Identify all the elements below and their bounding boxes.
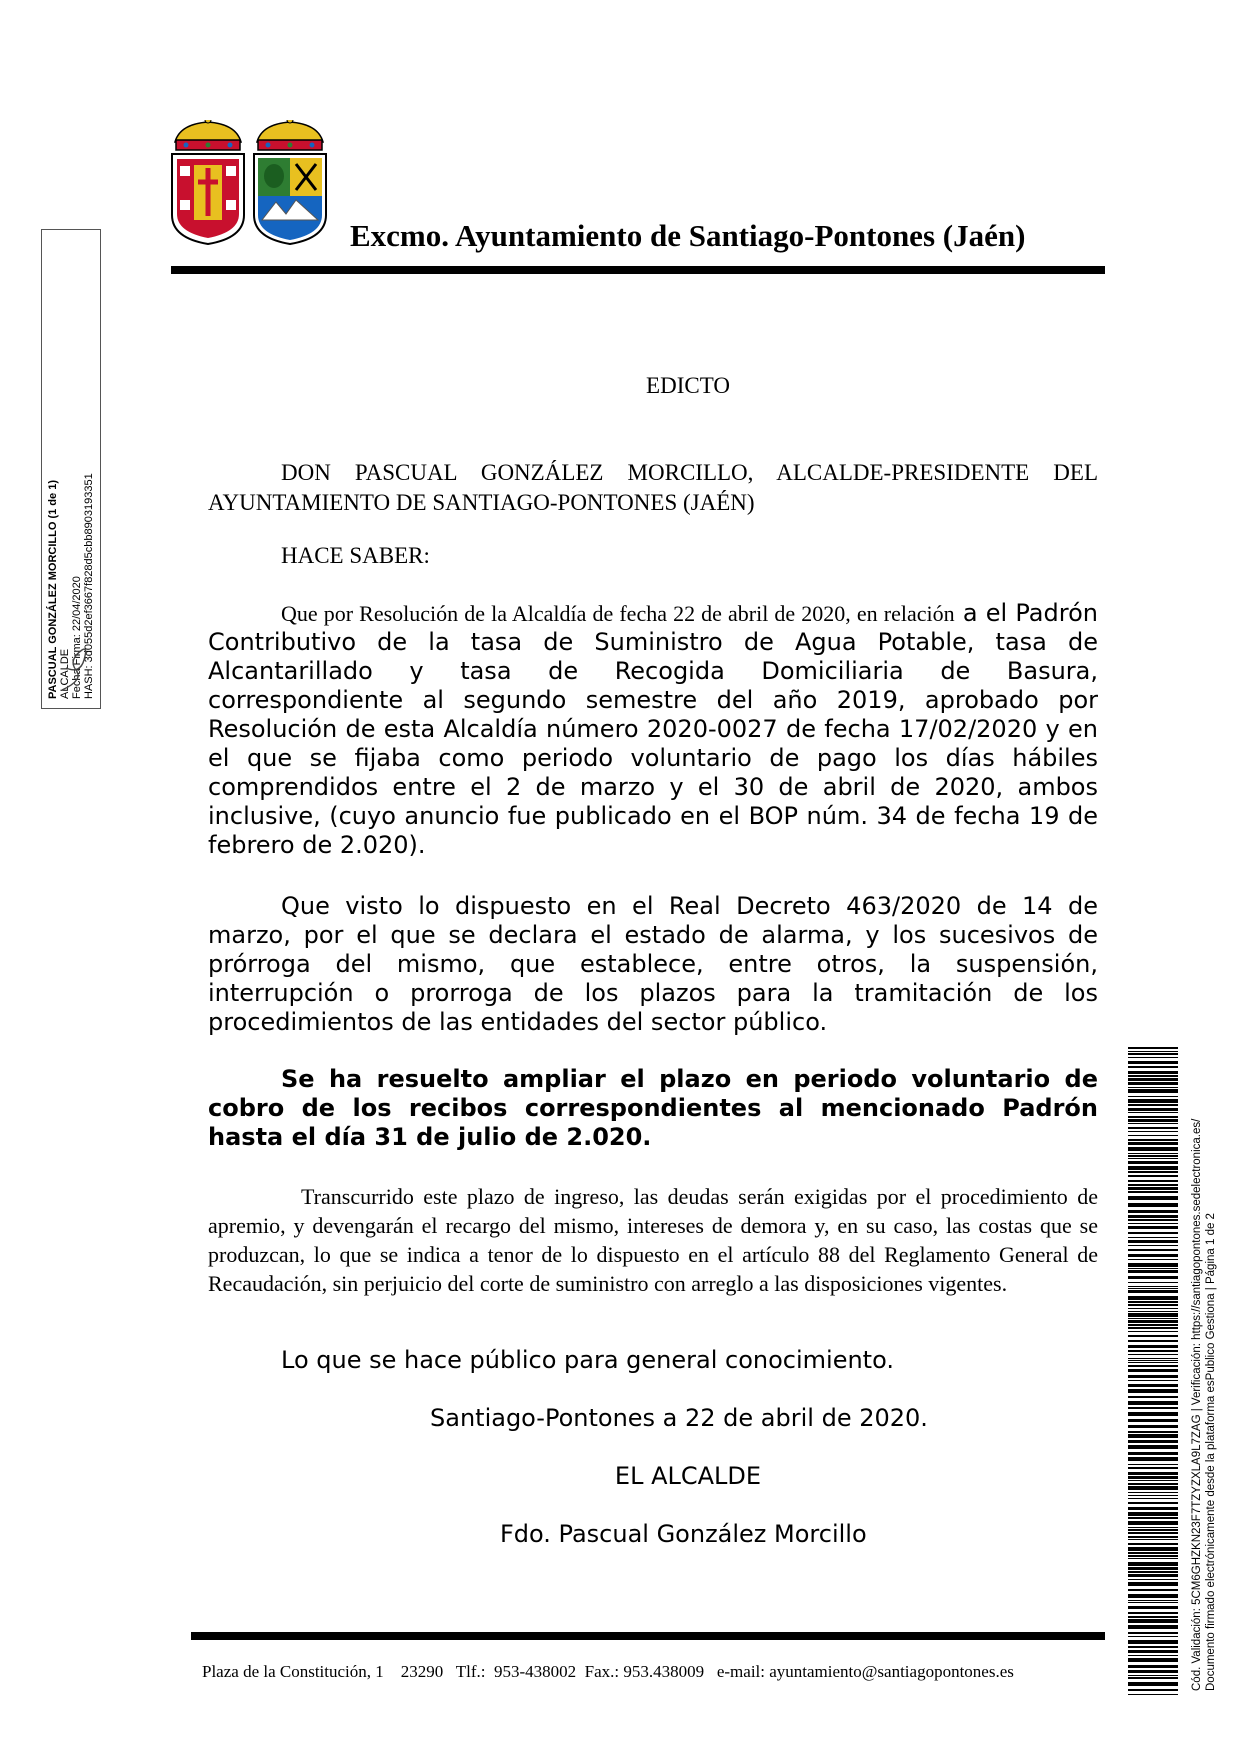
paragraph-apremio: [208, 1182, 1098, 1298]
paragraph-apremio-text: Transcurrido este plazo de ingreso, las deudas serán exigidas por el procedimiento de apremio, y devengarán el recargo del mismo, intereses de demora y, en su caso, las costas que se produzcan, lo que se indica a tenor de lo dispuesto en el artículo 88 del Reglamento General de Recaudación, sin perjuicio del corte de suministro con arreglo a las disposiciones vigentes.: [208, 1184, 1098, 1296]
barcode-bar: [1128, 1486, 1178, 1490]
barcode-bar: [1128, 1268, 1178, 1269]
barcode-bar: [1128, 1579, 1178, 1580]
barcode-bar: [1128, 1308, 1178, 1309]
barcode-bar: [1128, 1175, 1178, 1177]
barcode-bar: [1128, 1670, 1178, 1673]
barcode-bar: [1128, 1331, 1178, 1332]
barcode-bar: [1128, 1571, 1178, 1573]
barcode-bar: [1128, 1082, 1178, 1085]
barcode-bar: [1128, 1434, 1178, 1438]
barcode-bar: [1128, 1507, 1178, 1510]
barcode-bar: [1128, 1104, 1178, 1106]
barcode-bar: [1128, 1498, 1178, 1499]
barcode-bar: [1128, 1625, 1178, 1629]
barcode-bar: [1128, 1467, 1178, 1469]
barcode-bar: [1128, 1529, 1178, 1531]
verification-code: Cód. Validación: 5CM6GHZKN23F7TZYZXLA9L7ZAG | Verificación: https://santiagopontones.sedelectronica.es/: [1191, 1118, 1203, 1691]
paragraph-resolved-text: Se ha resuelto ampliar el plazo en periodo voluntario de cobro de los recibos correspondientes al mencionado Padrón hasta el día 31 de julio de 2.020.: [208, 1065, 1098, 1151]
barcode-bar: [1128, 1158, 1178, 1159]
barcode-bar: [1128, 1099, 1178, 1103]
barcode-bar: [1128, 1543, 1178, 1545]
barcode-bar: [1128, 1345, 1178, 1348]
barcode-bar: [1128, 1047, 1178, 1049]
signature-hash: HASH: 3d055d2ef3667f828d5cbb8903193351: [83, 473, 95, 699]
barcode-bar: [1128, 1166, 1178, 1170]
barcode-bar: [1128, 1574, 1178, 1577]
shield-santiago-icon: [172, 154, 244, 244]
validation-barcode: [1128, 1047, 1178, 1695]
barcode-bar: [1128, 1589, 1178, 1591]
barcode-bar: [1128, 1419, 1178, 1422]
barcode-bar: [1128, 1536, 1178, 1538]
barcode-bar: [1128, 1108, 1178, 1111]
barcode-bar: [1128, 1187, 1178, 1190]
barcode-bar: [1128, 1600, 1178, 1601]
shield-pontones-icon: [254, 154, 326, 244]
barcode-bar: [1128, 1318, 1178, 1319]
place-date: Santiago-Pontones a 22 de abril de 2020.: [430, 1404, 928, 1432]
verification-platform: Documento firmado electrónicamente desde la plataforma esPublico Gestiona | Página 1 de 2: [1205, 1213, 1217, 1691]
barcode-bar: [1128, 1276, 1178, 1279]
barcode-bar: [1128, 1384, 1178, 1387]
barcode-bar: [1128, 1226, 1178, 1229]
barcode-bar: [1128, 1362, 1178, 1363]
barcode-bar: [1128, 1483, 1178, 1485]
document-heading: EDICTO: [646, 373, 730, 398]
barcode-bar: [1128, 1562, 1178, 1566]
barcode-bar: [1128, 1089, 1178, 1093]
barcode-bar: [1128, 1171, 1178, 1173]
barcode-bar: [1128, 1219, 1178, 1221]
barcode-bar: [1128, 1282, 1178, 1283]
barcode-bar: [1128, 1335, 1178, 1337]
barcode-bar: [1128, 1452, 1178, 1455]
barcode-bar: [1128, 1616, 1178, 1618]
barcode-bar: [1128, 1139, 1178, 1141]
barcode-bar: [1128, 1301, 1178, 1303]
barcode-bar: [1128, 1380, 1178, 1381]
barcode-bar: [1128, 1313, 1178, 1317]
barcode-bar: [1128, 1502, 1178, 1504]
barcode-bar: [1128, 1401, 1178, 1405]
barcode-bar: [1128, 1407, 1178, 1409]
barcode-bar: [1128, 1112, 1178, 1113]
signer-name: Fdo. Pascual González Morcillo: [500, 1520, 867, 1548]
signer-role: EL ALCALDE: [614, 1462, 762, 1490]
barcode-bar: [1128, 1191, 1178, 1193]
intro-text: DON PASCUAL GONZÁLEZ MORCILLO, ALCALDE-PRESIDENTE DEL AYUNTAMIENTO DE SANTIAGO-PONTONES (JAÉN): [208, 460, 1098, 515]
paragraph-resolucion: [208, 599, 1098, 860]
barcode-bar: [1128, 1675, 1178, 1676]
barcode-bar: [1128, 1075, 1178, 1077]
barcode-bar: [1128, 1071, 1178, 1074]
barcode-bar: [1128, 1527, 1178, 1528]
header-divider: [171, 266, 1105, 274]
barcode-bar: [1128, 1196, 1178, 1200]
barcode-bar: [1128, 1153, 1178, 1154]
barcode-bar: [1128, 1061, 1178, 1064]
barcode-bar: [1128, 1210, 1178, 1213]
barcode-bar: [1128, 1412, 1178, 1416]
barcode-bar: [1128, 1632, 1178, 1634]
crown-icon: [175, 120, 241, 150]
barcode-bar: [1128, 1646, 1178, 1648]
barcode-bar: [1128, 1254, 1178, 1257]
barcode-bar: [1128, 1375, 1178, 1378]
signature-date: Fecha Firma: 22/04/2020: [71, 576, 83, 699]
barcode-bar: [1128, 1612, 1178, 1614]
barcode-bar: [1128, 1558, 1178, 1559]
barcode-bar: [1128, 1495, 1178, 1496]
barcode-bar: [1128, 1155, 1178, 1157]
barcode-bar: [1128, 1396, 1178, 1398]
barcode-bar: [1128, 1051, 1178, 1052]
handwritten-signature-icon: [54, 640, 94, 695]
barcode-bar: [1128, 1116, 1178, 1118]
barcode-bar: [1128, 1057, 1178, 1058]
barcode-bar: [1128, 1215, 1178, 1218]
barcode-bar: [1128, 1682, 1178, 1686]
footer-contact: Plaza de la Constitución, 1 23290 Tlf.: 953-438002 Fax.: 953.438009 e-mail: ayuntamiento@santiagopontones.es: [202, 1662, 1014, 1681]
barcode-bar: [1128, 1320, 1178, 1323]
signature-details: [47, 239, 95, 699]
barcode-bar: [1128, 1689, 1178, 1691]
barcode-bar: [1128, 1517, 1178, 1519]
barcode-bar: [1128, 1476, 1178, 1479]
barcode-bar: [1128, 1066, 1178, 1068]
signature-signer: PASCUAL GONZÁLEZ MORCILLO (1 de 1): [47, 480, 59, 699]
barcode-bar: [1128, 1161, 1178, 1164]
barcode-bar: [1128, 1249, 1178, 1251]
barcode-bar: [1128, 1547, 1178, 1551]
barcode-bar: [1128, 1259, 1178, 1260]
barcode-bar: [1128, 1389, 1178, 1393]
barcode-bar: [1128, 1327, 1178, 1329]
barcode-bar: [1128, 1096, 1178, 1097]
paragraph-real-decreto: [208, 892, 1098, 1037]
barcode-bar: [1128, 1180, 1178, 1182]
barcode-bar: [1128, 1232, 1178, 1234]
page-title: Excmo. Ayuntamiento de Santiago-Pontones (Jaén): [350, 218, 1026, 253]
barcode-bar: [1128, 1425, 1178, 1428]
barcode-bar: [1128, 1078, 1178, 1081]
paragraph-resolved: [208, 1065, 1098, 1152]
barcode-bar: [1128, 1296, 1178, 1300]
barcode-bar: [1128, 1650, 1178, 1653]
barcode-bar: [1128, 1365, 1178, 1367]
barcode-bar: [1128, 1369, 1178, 1372]
barcode-bar: [1128, 1142, 1178, 1145]
barcode-bar: [1128, 1619, 1178, 1623]
barcode-bar: [1128, 1694, 1178, 1695]
barcode-bar: [1128, 1431, 1178, 1433]
paragraph-resolucion-lead: Que por Resolución de la Alcaldía de fecha 22 de abril de 2020, en relación: [281, 601, 955, 626]
barcode-bar: [1128, 1270, 1178, 1273]
paragraph-real-decreto-text: Que visto lo dispuesto en el Real Decreto 463/2020 de 14 de marzo, por el que se declara el estado de alarma, y los sucesivos de prórroga del mismo, que establece, entre otros, la suspensión, interrupción o prorroga de los plazos para la tramitación de los procedimientos de las entidades del sector público.: [208, 892, 1098, 1036]
barcode-bar: [1128, 1147, 1178, 1151]
barcode-bar: [1128, 1606, 1178, 1609]
barcode-bar: [1128, 1340, 1178, 1342]
barcode-bar: [1128, 1237, 1178, 1238]
barcode-bar: [1128, 1640, 1178, 1644]
barcode-bar: [1128, 1665, 1178, 1668]
barcode-bar: [1128, 1203, 1178, 1207]
barcode-bar: [1128, 1480, 1178, 1481]
barcode-bar: [1128, 1135, 1178, 1136]
barcode-bar: [1128, 1602, 1178, 1603]
footer-divider: [191, 1632, 1105, 1640]
barcode-bar: [1128, 1223, 1178, 1224]
signature-stamp: [41, 229, 101, 709]
barcode-bar: [1128, 1464, 1178, 1465]
barcode-bar: [1128, 1512, 1178, 1516]
crown-icon: [257, 120, 323, 150]
barcode-bar: [1128, 1539, 1178, 1540]
barcode-bar: [1128, 1290, 1178, 1293]
barcode-bar: [1128, 1288, 1178, 1289]
barcode-bar: [1128, 1350, 1178, 1352]
barcode-bar: [1128, 1358, 1178, 1359]
barcode-bar: [1128, 1445, 1178, 1449]
barcode-bar: [1128, 1532, 1178, 1534]
barcode-bar: [1128, 1354, 1178, 1355]
barcode-bar: [1128, 1492, 1178, 1493]
barcode-bar: [1128, 1119, 1178, 1122]
closing-statement: Lo que se hace público para general conocimiento.: [281, 1346, 894, 1374]
barcode-bar: [1128, 1457, 1178, 1461]
barcode-bar: [1128, 1582, 1178, 1586]
municipal-coat-of-arms-logo: [170, 120, 330, 250]
barcode-bar: [1128, 1636, 1178, 1637]
paragraph-resolucion-body: a el Padrón Contributivo de la tasa de Suministro de Agua Potable, tasa de Alcantarillado y tasa de Recogida Domiciliaria de Basura, correspondiente al segundo semestre del año 2019, aprobado por Resolución de esta Alcaldía número 2020-0027 de fecha 17/02/2020 y en el que se fijaba como periodo voluntario de pago los días hábiles comprendidos entre el 2 de marzo y el 30 de abril de 2020, ambos inclusive, (cuyo anuncio fue publicado en el BOP núm. 34 de fecha 19 de febrero de 2.020).: [208, 599, 1098, 859]
barcode-bar: [1128, 1658, 1178, 1662]
barcode-bar: [1128, 1131, 1178, 1132]
barcode-bar: [1128, 1053, 1178, 1055]
barcode-bar: [1128, 1184, 1178, 1186]
barcode-bar: [1128, 1567, 1178, 1570]
barcode-bar: [1128, 1304, 1178, 1306]
barcode-bar: [1128, 1324, 1178, 1326]
barcode-bar: [1128, 1311, 1178, 1312]
barcode-bar: [1128, 1594, 1178, 1598]
barcode-bar: [1128, 1286, 1178, 1287]
barcode-bar: [1128, 1655, 1178, 1656]
hace-saber-label: HACE SABER:: [281, 543, 430, 568]
signature-role: ALCALDE: [59, 648, 71, 699]
intro-paragraph: [208, 458, 1098, 518]
barcode-bar: [1128, 1555, 1178, 1557]
barcode-bar: [1128, 1360, 1178, 1361]
barcode-bar: [1128, 1087, 1178, 1088]
barcode-bar: [1128, 1472, 1178, 1475]
barcode-bar: [1128, 1123, 1178, 1124]
barcode-bar: [1128, 1127, 1178, 1129]
barcode-bar: [1128, 1677, 1178, 1679]
barcode-bar: [1128, 1240, 1178, 1243]
barcode-bar: [1128, 1521, 1178, 1525]
barcode-bar: [1128, 1245, 1178, 1246]
barcode-bar: [1128, 1440, 1178, 1443]
barcode-bar: [1128, 1552, 1178, 1554]
verification-text: [1187, 1047, 1221, 1695]
barcode-bar: [1128, 1263, 1178, 1267]
